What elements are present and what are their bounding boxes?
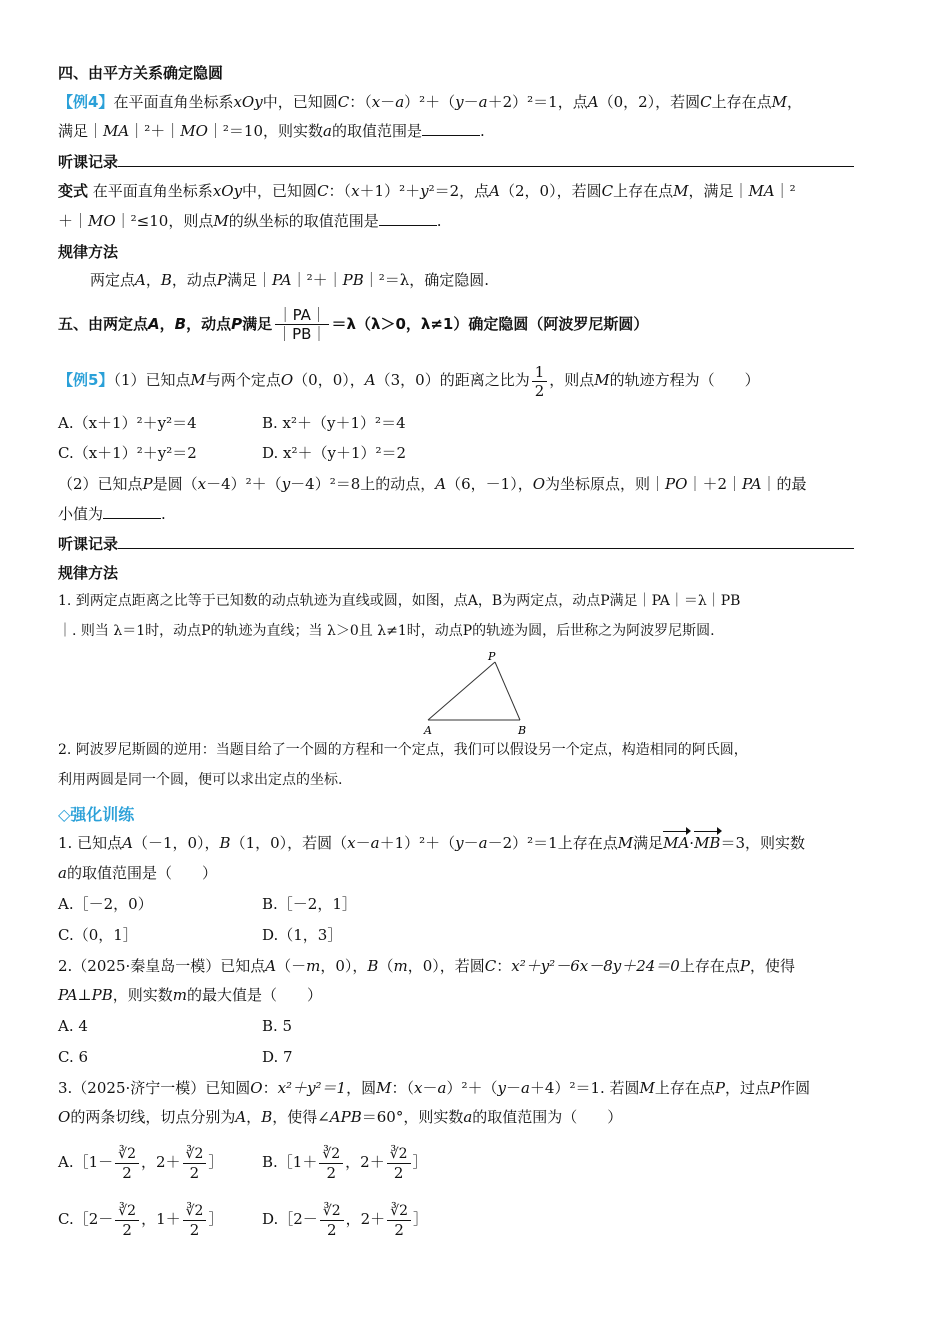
example-5-line-1: 【例5】（1）已知点M与两个定点O（0，0），A（3，0）的距离之比为 $\frac{1}{2}$ ，则点M的轨迹方程为（ ） [58, 362, 760, 400]
option-b[interactable]: B. x²＋（y＋1）²＝4 [262, 414, 406, 432]
q2-option-a[interactable]: A. 4 [58, 1017, 88, 1035]
question-3-line-1: 3.（2025·济宁一模）已知圆O：x²＋y²＝1，圆M：（x－a）²＋（y－a＋4）²＝1. 若圆M上存在点P，过点P作圆 [58, 1079, 811, 1097]
q3-option-b[interactable]: B.［1＋ $\frac{∛2}{2}$ ，2＋ $\frac{∛2}{2}$ ］ [262, 1145, 428, 1182]
q2-option-b[interactable]: B. 5 [262, 1017, 293, 1035]
answer-blank[interactable] [379, 211, 437, 226]
radical-fraction: $\frac{∛2}{2}$ [183, 1145, 207, 1182]
example-4-line-1: 【例4】在平面直角坐标系xOy中，已知圆C：（x－a）²＋（y－a＋2）²＝1，点A（0，2），若圆C上存在点M， [58, 93, 803, 111]
q1-option-d[interactable]: D.（1，3］ [262, 926, 343, 944]
question-1-line-2: a的取值范围是（ ） [58, 864, 217, 882]
variant-line-1: 变式 在平面直角坐标系xOy中，已知圆C：（x＋1）²＋y²＝2，点A（2，0），若圆C上存在点M，满足｜MA｜² [58, 182, 796, 200]
method-label: 规律方法 [58, 243, 119, 261]
label-a: A [424, 724, 432, 737]
example-5-part-2-line-1: （2）已知点P是圆（x－4）²＋（y－4）²＝8上的动点，A（6，－1），O为坐标原点，则｜PO｜＋2｜PA｜的最 [58, 475, 807, 493]
radical-fraction: $\frac{∛2}{2}$ [387, 1202, 411, 1239]
notes-line: 听课记录 [58, 151, 854, 173]
radical-fraction: $\frac{∛2}{2}$ [115, 1202, 139, 1239]
radical-fraction: $\frac{∛2}{2}$ [319, 1145, 343, 1182]
radical-fraction: $\frac{∛2}{2}$ [183, 1202, 207, 1239]
question-2-line-1: 2.（2025·秦皇岛一模）已知点A（－m，0），B（m，0），若圆C：x²＋y²－6x－8y＋24＝0上存在点P，使得 [58, 957, 795, 975]
variant-line-2: ＋｜MO｜²≤10，则点M的纵坐标的取值范围是 . [58, 212, 442, 230]
option-c[interactable]: C.（x＋1）²＋y²＝2 [58, 444, 197, 462]
q1-option-c[interactable]: C.（0，1］ [58, 926, 138, 944]
example-4-line-2: 满足｜MA｜²＋｜MO｜²＝10，则实数a的取值范围是 . [58, 122, 485, 140]
segment-pb [495, 662, 520, 720]
answer-blank[interactable] [422, 121, 480, 136]
training-heading: ◇强化训练 [58, 805, 135, 824]
answer-blank[interactable] [103, 504, 161, 519]
half-fraction: $\frac{1}{2}$ [532, 363, 548, 400]
q3-option-a[interactable]: A.［1－ $\frac{∛2}{2}$ ，2＋ $\frac{∛2}{2}$ ］ [58, 1145, 224, 1182]
radical-fraction: $\frac{∛2}{2}$ [387, 1145, 411, 1182]
variant-label: 变式 [58, 182, 89, 200]
example-5-part-2-line-2: 小值为 . [58, 505, 166, 523]
q3-option-c[interactable]: C.［2－ $\frac{∛2}{2}$ ，1＋ $\frac{∛2}{2}$ ］ [58, 1202, 224, 1239]
segment-ap [428, 662, 495, 720]
q1-option-b[interactable]: B.［－2，1］ [262, 895, 357, 913]
apollonius-figure [418, 648, 538, 740]
label-p: P [488, 650, 496, 663]
question-1-line-1: 1. 已知点A（－1，0），B（1，0），若圆（x－a＋1）²＋（y－a－2）²＝1上存在点M满足MA·MB＝3，则实数 [58, 834, 806, 852]
method-1-line-2: ｜. 则当 λ＝1时，动点P的轨迹为直线；当 λ＞0且 λ≠1时，动点P的轨迹为圆，后世称之为阿波罗尼斯圆. [58, 623, 715, 639]
vector-ma: MA [663, 834, 690, 852]
notes-line-2: 听课记录 [58, 533, 854, 555]
radical-fraction: $\frac{∛2}{2}$ [115, 1145, 139, 1182]
section-5-title: 五、由两定点A，B，动点P满足 $\frac{|PA|}{|PB|}$ ＝λ（λ＞0，λ≠1）确定隐圆（阿波罗尼斯圆） [58, 306, 649, 343]
method-2-line-1: 2. 阿波罗尼斯圆的逆用：当题目给了一个圆的方程和一个定点，我们可以假设另一个定点，构造相同的阿氏圆， [58, 742, 748, 758]
example-5-tag: 【例5】 [58, 371, 114, 389]
question-3-line-2: O的两条切线，切点分别为A，B，使得∠APB＝60°，则实数a的取值范围为（ ） [58, 1108, 623, 1126]
ratio-fraction: $\frac{|PA|}{|PB|}$ [274, 306, 329, 343]
radical-fraction: $\frac{∛2}{2}$ [320, 1202, 344, 1239]
option-d[interactable]: D. x²＋（y＋1）²＝2 [262, 444, 407, 462]
section-4-title: 四、由平方关系确定隐圆 [58, 64, 224, 82]
notes-rule-2[interactable] [118, 534, 854, 549]
method-text: 两定点A，B，动点P满足｜PA｜²＋｜PB｜²＝λ，确定隐圆. [90, 271, 490, 289]
q3-option-d[interactable]: D.［2－ $\frac{∛2}{2}$ ，2＋ $\frac{∛2}{2}$ ］ [262, 1202, 429, 1239]
method-label-2: 规律方法 [58, 564, 119, 582]
q2-option-d[interactable]: D. 7 [262, 1048, 293, 1066]
option-a[interactable]: A.（x＋1）²＋y²＝4 [58, 414, 197, 432]
q2-option-c[interactable]: C. 6 [58, 1048, 89, 1066]
label-b: B [518, 724, 527, 737]
example-4-tag: 【例4】 [58, 93, 114, 111]
notes-rule[interactable] [118, 152, 854, 167]
vector-mb: MB [694, 834, 721, 852]
method-2-line-2: 利用两圆是同一个圆，便可以求出定点的坐标. [58, 772, 343, 788]
method-1-line-1: 1. 到两定点距离之比等于已知数的动点轨迹为直线或圆，如图，点A，B为两定点，动点P满足｜PA｜＝λ｜PB [58, 593, 741, 609]
question-2-line-2: PA⊥PB，则实数m的最大值是（ ） [58, 986, 323, 1004]
q1-option-a[interactable]: A.［－2，0） [58, 895, 153, 913]
